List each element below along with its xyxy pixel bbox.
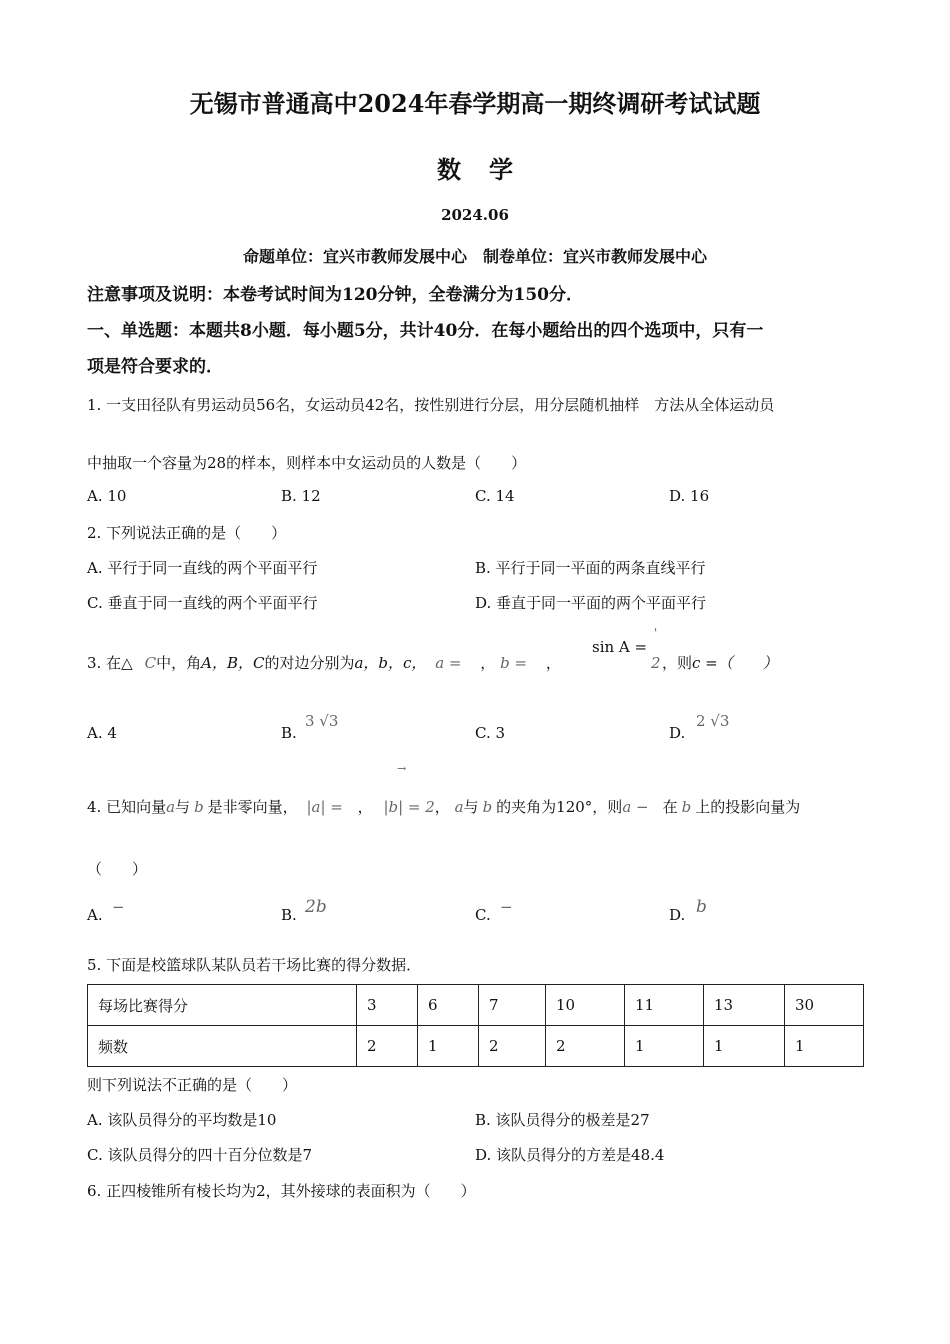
q4-paren: （ ） <box>87 860 148 878</box>
table-cell: 13 <box>704 985 785 1026</box>
q4-option-c: C. <box>475 906 491 924</box>
q2-option-b: B. 平行于同一平面的两条直线平行 <box>475 559 706 577</box>
table-cell: 10 <box>546 985 625 1026</box>
q3-math-a: a = <box>435 654 462 672</box>
table-cell: 1 <box>625 1026 704 1067</box>
q3-option-a: A. 4 <box>87 724 117 742</box>
q3-stem-d: 的对边分别为 <box>264 654 355 672</box>
q4-stem-c: 是非零向量， <box>207 798 298 816</box>
q4-stem-e: 与 <box>463 798 479 816</box>
q2-option-a: A. 平行于同一直线的两个平面平行 <box>87 559 318 577</box>
q3-sin-denominator: 2 <box>651 654 661 672</box>
q3-tail-text: ，则 <box>662 654 693 672</box>
q3-option-c: C. 3 <box>475 724 506 742</box>
score-table-row-frequency <box>88 1026 864 1067</box>
table-cell: 2 <box>546 1026 625 1067</box>
q5-stem: 5. 下面是校篮球队某队员若干场比赛的得分数据． <box>87 956 422 974</box>
q4-stem-d: ， <box>434 798 450 816</box>
q6-stem: 6. 正四棱锥所有棱长均为2，其外接球的表面积为（ ） <box>87 1182 476 1200</box>
q4-option-c-math: − <box>500 898 513 916</box>
q4-stem-b: 与 <box>175 798 191 816</box>
q3-stem-a: 3. 在△ <box>87 654 133 672</box>
table-cell: 30 <box>785 985 864 1026</box>
q3-stem-c: A，B，C <box>201 654 265 672</box>
q5-option-c: C. 该队员得分的四十百分位数是7 <box>87 1146 313 1164</box>
q4-var-a-2: a <box>454 798 464 816</box>
q3-math-b: b = <box>500 654 528 672</box>
q1-stem-line2: 中抽取一个容量为28的样本，则样本中女运动员的人数是（ ） <box>87 454 527 472</box>
section-heading-line2: 项是符合要求的． <box>87 357 223 377</box>
q4-var-b: b <box>194 798 204 816</box>
table-cell: 1 <box>785 1026 864 1067</box>
exam-notice: 注意事项及说明：本卷考试时间为120分钟，全卷满分为150分． <box>87 285 583 305</box>
table-cell: 6 <box>418 985 479 1026</box>
q4-var-a: a <box>166 798 176 816</box>
q4-abs-a: |a| = <box>306 798 343 816</box>
q4-var-b-2: b <box>482 798 493 816</box>
q4-option-b: B. <box>281 906 297 924</box>
q5-after: 则下列说法不正确的是（ ） <box>87 1076 298 1094</box>
q1-option-d: D. 16 <box>669 487 710 505</box>
table-cell: 7 <box>479 985 546 1026</box>
q5-option-b: B. 该队员得分的极差是27 <box>475 1111 650 1129</box>
q2-option-d: D. 垂直于同一平面的两个平面平行 <box>475 594 707 612</box>
score-table <box>87 984 864 1067</box>
q3-c-expr: c =（ ） <box>692 654 778 672</box>
table-cell: 2 <box>479 1026 546 1067</box>
table-cell: 11 <box>625 985 704 1026</box>
score-table-row-scores <box>88 985 864 1026</box>
table-cell: 每场比赛得分 <box>88 985 357 1026</box>
q4-option-b-math: 2b <box>305 897 327 917</box>
q1-option-b: B. 12 <box>281 487 321 505</box>
q3-option-d: D. <box>669 724 686 742</box>
q4-stem-f: 的夹角为120°，则 <box>496 798 623 816</box>
q4-stem: 4. 已知向量a与 b 是非零向量， |a| = ， |b| = 2， a与 b 的夹角为120°，则a − 在 b 上的投影向量为 <box>87 798 801 816</box>
q4-option-d: D. <box>669 906 686 924</box>
q4-option-d-math: b <box>696 897 707 917</box>
table-cell: 1 <box>704 1026 785 1067</box>
q3-option-b-math: 3 √3 <box>305 712 339 730</box>
q3-option-d-math: 2 √3 <box>696 712 730 730</box>
q3-sin-expr: sin A = <box>592 638 648 656</box>
q3-stem-e: a，b，c， <box>354 654 427 672</box>
q4-option-a: A. <box>87 906 103 924</box>
q5-option-d: D. 该队员得分的方差是48.4 <box>475 1146 665 1164</box>
q3-stem-b: 中，角 <box>156 654 202 672</box>
q1-option-c: C. 14 <box>475 487 515 505</box>
table-cell: 2 <box>357 1026 418 1067</box>
q5-option-a: A. 该队员得分的平均数是10 <box>87 1111 277 1129</box>
q4-option-a-math: − <box>112 898 125 916</box>
subject-title: 数学 <box>437 155 541 184</box>
q2-stem: 2. 下列说法正确的是（ ） <box>87 524 287 542</box>
q3-tail <box>662 652 778 673</box>
q2-option-c: C. 垂直于同一直线的两个平面平行 <box>87 594 318 612</box>
table-cell: 3 <box>357 985 418 1026</box>
q4-var-b-3: b <box>681 798 692 816</box>
q4-stem-h: 上的投影向量为 <box>695 798 801 816</box>
q3-stem: 3. 在△ C中，角A，B，C的对边分别为a，b，c， a = ， b = ， <box>87 654 561 672</box>
q3-option-b: B. <box>281 724 297 742</box>
exam-date: 2024.06 <box>441 206 509 224</box>
q4-abs-b: |b| = 2 <box>383 798 435 816</box>
table-cell: 频数 <box>88 1026 357 1067</box>
q4-stem-g: 在 <box>662 798 678 816</box>
q1-option-a: A. 10 <box>87 487 127 505</box>
q4-expr: a − <box>622 798 649 816</box>
table-cell: 1 <box>418 1026 479 1067</box>
exam-title: 无锡市普通高中2024年春学期高一期终调研考试试题 <box>189 89 761 118</box>
section-heading-line1: 一、单选题：本题共8小题．每小题5分，共计40分．在每小题给出的四个选项中，只有一 <box>87 321 764 341</box>
q4-stem-a: 4. 已知向量 <box>87 798 167 816</box>
q1-stem-line1: 1. 一支田径队有男运动员56名，女运动员42名，按性别进行分层，用分层随机抽样 方法从全体运动员 <box>87 396 775 414</box>
exam-units: 命题单位：宜兴市教师发展中心 制卷单位：宜兴市教师发展中心 <box>242 247 707 266</box>
